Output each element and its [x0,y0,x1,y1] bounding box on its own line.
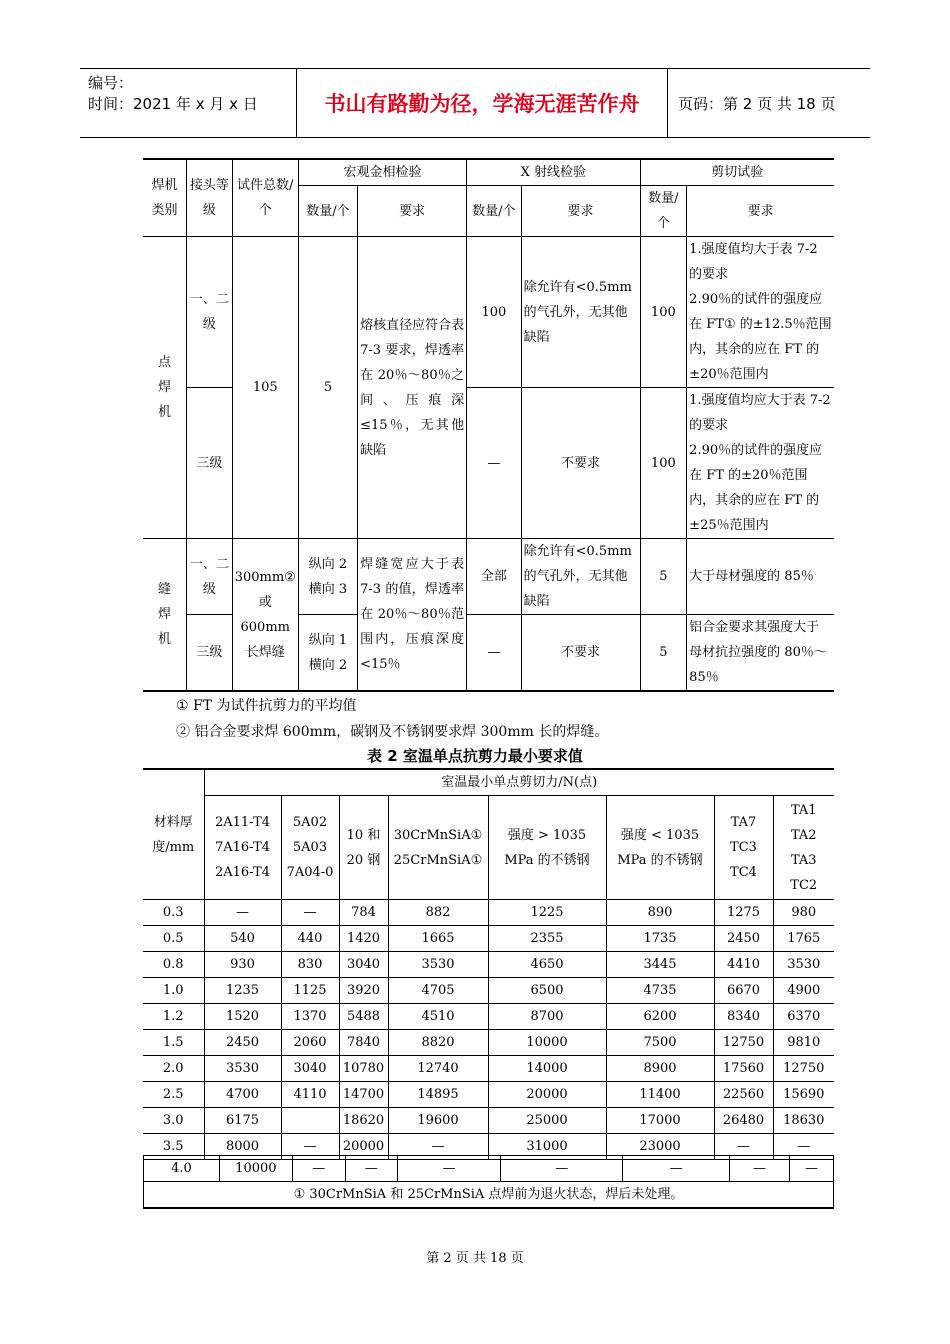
shear-value-cell: 2450 [714,926,773,952]
spot-g3-shear-qty: 100 [640,388,687,539]
shear-value-cell: 19600 [388,1108,488,1134]
shear-value-cell: 10780 [339,1056,388,1082]
doc-time-label: 时间：2021 年 x 月 x 日 [88,95,258,113]
column-header: 5A02 5A03 7A04-0 [281,796,339,900]
shear-value-cell: 4735 [606,978,714,1004]
column-header: TA1 TA2 TA3 TC2 [773,796,834,900]
column-header: 2A11-T4 7A16-T4 2A16-T4 [204,796,281,900]
column-header: 强度 > 1035 MPa 的不锈钢 [488,796,606,900]
shear-value-cell: 23000 [606,1134,714,1160]
shear-value-cell: 26480 [714,1108,773,1134]
shear-value-cell: 3920 [339,978,388,1004]
shear-value-cell: 15690 [773,1082,834,1108]
header-macro-inspection: 宏观金相检验 [298,159,466,186]
table-row [143,1004,834,1030]
shear-value-cell: 17560 [714,1056,773,1082]
shear-value-cell: — [204,900,281,926]
seam-g3-shear-qty: 5 [640,615,687,692]
column-header: 10 和 20 钢 [339,796,388,900]
header-qty: 数量/个 [640,186,687,237]
shear-value-cell: 1735 [606,926,714,952]
table-row [143,1030,834,1056]
shear-value-cell: 12750 [773,1056,834,1082]
shear-value-cell [281,1108,339,1134]
shear-value-cell: 6175 [204,1108,281,1134]
spot-g12-shear-qty: 100 [640,237,687,388]
shear-value-cell: 7840 [339,1030,388,1056]
shear-value-cell: 8000 [204,1134,281,1160]
shear-value-cell: 1225 [488,900,606,926]
column-header: 强度 < 1035 MPa 的不锈钢 [606,796,714,900]
shear-value-cell: 4510 [388,1004,488,1030]
table-row [143,900,834,926]
shear-value-cell: — [789,1156,833,1182]
shear-value-cell: 31000 [488,1134,606,1160]
table1-notes [176,693,608,745]
spot-total: 105 [232,237,298,539]
thickness-cell: 3.0 [143,1108,204,1134]
table-row [143,978,834,1004]
shear-value-cell: — [623,1156,730,1182]
column-header: 30CrMnSiA① 25CrMnSiA① [388,796,488,900]
seam-macro-requirement: 焊缝宽应大于表 7-3 的值，焊透率在 20％～80％范围内，压痕深度<15％ [358,539,467,692]
shear-force-table [143,768,834,1160]
page-footer: 第 2 页 共 18 页 [426,1251,524,1266]
shear-value-cell: 6500 [488,978,606,1004]
thickness-cell: 2.5 [143,1082,204,1108]
shear-value-cell: 5488 [339,1004,388,1030]
spot-g12-xray-requirement: 除允许有<0.5mm 的气孔外，无其他缺陷 [521,237,640,388]
shear-value-cell: 14700 [339,1082,388,1108]
shear-value-cell: — [281,1134,339,1160]
seam-g3-shear-requirement: 铝合金要求其强度大于母材抗拉强度的 80％～85％ [687,615,834,692]
shear-value-cell: 3445 [606,952,714,978]
shear-force-table-end [143,1155,834,1209]
shear-value-cell: — [501,1156,623,1182]
shear-value-cell: 540 [204,926,281,952]
shear-value-cell: — [281,900,339,926]
shear-value-cell: — [714,1134,773,1160]
shear-value-cell: 7500 [606,1030,714,1056]
table-row [143,1056,834,1082]
header-qty: 数量/个 [467,186,522,237]
shear-value-cell: 4700 [204,1082,281,1108]
shear-value-cell: 8820 [388,1030,488,1056]
shear-value-cell: 9810 [773,1030,834,1056]
thickness-cell: 1.5 [143,1030,204,1056]
shear-value-cell: 3040 [281,1056,339,1082]
shear-value-cell: 8700 [488,1004,606,1030]
shear-value-cell: 4650 [488,952,606,978]
shear-value-cell: 882 [388,900,488,926]
spot-g12-xray-qty: 100 [467,237,522,388]
shear-value-cell: 20000 [339,1134,388,1160]
spot-grade-1-2: 一、二级 [186,237,232,388]
shear-value-cell: 10000 [488,1030,606,1056]
header-qty: 数量/个 [298,186,357,237]
shear-value-cell: 2450 [204,1030,281,1056]
spot-welder-label: 点焊机 [143,237,186,539]
note-1: ① FT 为试件抗剪力的平均值 [176,698,357,714]
header-min-shear-force: 室温最小单点剪切力/N(点) [204,769,834,796]
shear-value-cell: — [730,1156,790,1182]
shear-value-cell: 22560 [714,1082,773,1108]
note-2: ② 铝合金要求焊 600mm，碳钢及不锈钢要求焊 300mm 长的焊缝。 [176,724,609,740]
shear-value-cell: 2355 [488,926,606,952]
table-row [143,1108,834,1134]
thickness-cell: 0.5 [143,926,204,952]
header-joint-grade: 接头等级 [186,159,232,237]
shear-value-cell: — [388,1134,488,1160]
header-meta [80,69,297,137]
shear-value-cell: 3040 [339,952,388,978]
seam-g12-macro-qty: 纵向 2 横向 3 [298,539,357,615]
shear-value-cell: 14895 [388,1082,488,1108]
shear-value-cell: 11400 [606,1082,714,1108]
header-motto: 书山有路勤为径，学海无涯苦作舟 [297,69,668,137]
shear-value-cell: 25000 [488,1108,606,1134]
thickness-cell: 1.0 [143,978,204,1004]
header-thickness: 材料厚度/mm [143,769,204,900]
seam-g12-xray-qty: 全部 [467,539,522,615]
shear-value-cell: 1665 [388,926,488,952]
header-page-info: 页码：第 2 页 共 18 页 [678,94,836,113]
shear-value-cell: 6370 [773,1004,834,1030]
column-header: TA7 TC3 TC4 [714,796,773,900]
shear-value-cell: 6670 [714,978,773,1004]
shear-value-cell: 1370 [281,1004,339,1030]
header-shear-test: 剪切试验 [640,159,834,186]
seam-welder-label: 缝焊机 [143,539,186,692]
seam-grade-3: 三级 [186,615,232,692]
shear-value-cell: 890 [606,900,714,926]
seam-g3-xray-qty: — [467,615,522,692]
table2-title: 表 2 室温单点抗剪力最小要求值 [367,747,583,765]
spot-g3-shear-requirement: 1.强度值均应大于表 7-2 的要求 2.90％的试件的强度应在 FT 的±20％范围内，其余的应在 FT 的±25％范围内 [687,388,834,539]
shear-value-cell: 6200 [606,1004,714,1030]
shear-value-cell: 8900 [606,1056,714,1082]
shear-value-cell: 20000 [488,1082,606,1108]
shear-value-cell: 1235 [204,978,281,1004]
thickness-cell: 2.0 [143,1056,204,1082]
spot-g3-xray-qty: — [467,388,522,539]
shear-value-cell: 1520 [204,1004,281,1030]
thickness-cell: 3.5 [143,1134,204,1160]
header-machine-type: 焊机类别 [143,159,186,237]
thickness-cell: 4.0 [144,1156,220,1182]
shear-value-cell: 980 [773,900,834,926]
shear-value-cell: 18630 [773,1108,834,1134]
seam-g12-shear-requirement: 大于母材强度的 85％ [687,539,834,615]
shear-value-cell: 10000 [219,1156,292,1182]
shear-value-cell: — [773,1134,834,1160]
shear-value-cell: 12740 [388,1056,488,1082]
table-row [143,1082,834,1108]
thickness-cell: 0.3 [143,900,204,926]
shear-value-cell: — [397,1156,501,1182]
shear-value-cell: 3530 [204,1056,281,1082]
shear-value-cell: 12750 [714,1030,773,1056]
seam-g3-macro-qty: 纵向 1 横向 2 [298,615,357,692]
spot-macro-qty: 5 [298,237,357,539]
seam-g12-shear-qty: 5 [640,539,687,615]
spot-macro-requirement: 熔核直径应符合表 7-3 要求，焊透率在 20％～80％之间、压痕深≤15％，无其他缺陷 [358,237,467,539]
shear-value-cell: 1765 [773,926,834,952]
header-requirement: 要求 [687,186,834,237]
seam-g12-xray-requirement: 除允许有<0.5mm 的气孔外，无其他缺陷 [521,539,640,615]
header-requirement: 要求 [521,186,640,237]
welder-inspection-table [143,158,834,692]
shear-value-cell: 440 [281,926,339,952]
header-xray-inspection: X 射线检验 [467,159,640,186]
shear-value-cell: — [292,1156,345,1182]
shear-value-cell: 1275 [714,900,773,926]
shear-value-cell: 2060 [281,1030,339,1056]
shear-value-cell: 3530 [773,952,834,978]
shear-value-cell: 4705 [388,978,488,1004]
shear-value-cell: 1420 [339,926,388,952]
shear-value-cell: 18620 [339,1108,388,1134]
shear-value-cell: 17000 [606,1108,714,1134]
shear-value-cell: 830 [281,952,339,978]
shear-value-cell: — [345,1156,397,1182]
header-total-specimens: 试件总数/个 [232,159,298,237]
shear-value-cell: 4900 [773,978,834,1004]
table-row [143,952,834,978]
thickness-cell: 0.8 [143,952,204,978]
page-header [80,68,870,138]
shear-value-cell: 14000 [488,1056,606,1082]
seam-total: 300mm② 或 600mm 长焊缝 [232,539,298,692]
thickness-cell: 1.2 [143,1004,204,1030]
spot-g3-xray-requirement: 不要求 [521,388,640,539]
seam-g3-xray-requirement: 不要求 [521,615,640,692]
shear-value-cell: 3530 [388,952,488,978]
shear-value-cell: 4110 [281,1082,339,1108]
doc-number-label: 编号： [88,74,134,92]
shear-value-cell: 1125 [281,978,339,1004]
table2-footnote: ① 30CrMnSiA 和 25CrMnSiA 点焊前为退火状态，焊后未处理。 [144,1182,834,1209]
spot-g12-shear-requirement: 1.强度值均大于表 7-2 的要求 2.90％的试件的强度应在 FT① 的±12.5％范围内，其余的应在 FT 的±20％范围内 [687,237,834,388]
seam-grade-1-2: 一、二级 [186,539,232,615]
shear-value-cell: 784 [339,900,388,926]
header-requirement: 要求 [358,186,467,237]
table-row [143,926,834,952]
shear-value-cell: 8340 [714,1004,773,1030]
shear-value-cell: 4410 [714,952,773,978]
spot-grade-3: 三级 [186,388,232,539]
shear-value-cell: 930 [204,952,281,978]
